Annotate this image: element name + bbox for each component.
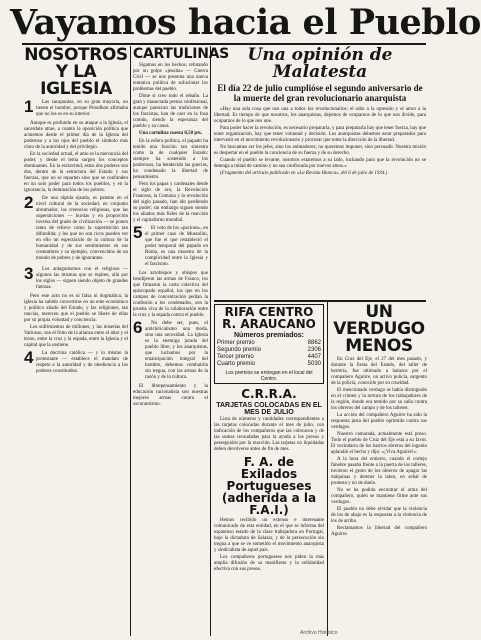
crra-text <box>214 417 324 453</box>
paragraph: No buscamos ser los jefes, sino los animadores; no queremos imponer, sino persuadir. Nuestra misión es despertar en el pueblo la conciencia de su fuerza y de su derecho. <box>214 144 426 156</box>
article-text <box>331 357 427 538</box>
prize-row: Cuarto premio 5030 <box>217 361 321 367</box>
article-nosotros-y-la-iglesia <box>24 47 128 637</box>
article-cartulinas <box>133 46 229 637</box>
paragraph: Cuando el pueblo se levante, nosotros estaremos a su lado, luchando para que la revolución no se detenga a mitad de camino y no sea confiscada por nuevos amos.» <box>214 157 426 169</box>
notices-column <box>214 304 324 636</box>
article-malatesta <box>214 47 426 299</box>
column-divider <box>210 46 211 636</box>
paragraph: A la hora del entierro, cuando el cortejo fúnebre pasaba frente a la puerta de los talleres, tuvieron el gesto de los obreros de apagar las máquinas y detener la labor, en señal de protesta y no de duelo. <box>331 457 427 486</box>
section-number: 1 <box>24 97 34 116</box>
rifa-note: Los premios se entregan en el local del Centro. <box>225 370 313 382</box>
paragraph: El voto de los «pacinos», en el primer caso de Mussolini, que fue el que restableció el poder temporal del papado en Roma, es una muestra de la complicidad entre la Iglesia y el fascismo. <box>145 226 208 267</box>
paragraph: Hemos recibido un extenso e interesante comunicado de esta entidad, en el que se informa del espantoso estado de la clase trabajadora en Portugal, bajo la dictadura de Salazar, y de la persecución sin tregua a que se ve sometido el movimiento anarquista y sindicalista de aquel país. <box>214 518 324 553</box>
paragraph: La doctrina católica — y lo mismo la protestante — establece el mandato de respeto a la autoridad y de obediencia a los poderes constituidos. <box>36 351 128 374</box>
paragraph: El librepensamiento y la educación racionalista son nuestras mejores armas contra el oscurantismo. <box>133 384 208 407</box>
rifa-subheading: Números premiados: <box>233 332 305 339</box>
prize-row: Segundo premio 2306 <box>217 347 321 353</box>
fa-heading: F. A. de Exilados Portugueses (adherida a la F.A.I.) <box>221 455 317 517</box>
paragraph: No se ha podido encontrar el arma del compañero, quien se mantiene firme ante sus verdugos. <box>331 488 427 505</box>
section-3 <box>24 264 128 294</box>
paragraph: «Hay una sola cosa que nos una a todos los revolucionarios: el odio a la opresión y el amor a la libertad. Es tiempo de que nosotros, los anarquistas, dejemos de ocuparnos de lo que nos divide, para ocuparnos de lo que nos une. <box>214 106 426 124</box>
paragraph: La acción del compañero Aguirre ha sido la respuesta justa del pueblo oprimido contra sus verdugos. <box>331 413 427 430</box>
masthead-title: Vayamos hacia el Pueblo <box>10 2 481 43</box>
paragraph: Para poder hacer la revolución, es necesario prepararla, y para prepararla hay que tener fuerza, hay que tener organización, hay que tener voluntad y decisión. Los anarquistas debemos estar preparados para intervenir en el movimiento revolucionario y procurar que tome la dirección de la libertad. <box>214 125 426 143</box>
paragraph: Pero los papas y cardenales desde el siglo de oro, la Revolución Francesa, la Comuna y la revolución del siglo pasado, han ido perdiendo su poder; sin embargo siguen siendo los aliados más fieles de la reacción y el capitalismo mundial. <box>133 182 208 223</box>
paragraph: (Fragmento del artículo publicado en «La Revista Blanca», del 6 de julio de 1934.) <box>220 170 388 176</box>
article-heading: UN VERDUGO MENOS <box>333 302 425 356</box>
article-text <box>214 107 426 177</box>
continued-text <box>133 139 208 224</box>
section-text <box>36 267 128 292</box>
paragraph: Los arzobispos y obispos que bendijeron las armas de Franco, los que firmaron la carta colectiva del episcopado español, los que en los campos de concentración pedían la confesión a los condenados, son la prueba viva de la colaboración entre la cruz y la espada contra el pueblo. <box>133 271 208 318</box>
article-heading: CARTULINAS <box>133 46 229 62</box>
section-text <box>36 100 128 119</box>
article-un-verdugo-menos <box>331 304 427 630</box>
paragraph: Pero este acto no es ni falsa ni dogmática; la iglesia ha sabido convertirse en un ente económico y político aliado del Estado, y las religiones, tan rancias, merecen que el pueblo se libere de ellas por su propia voluntad y conciencia. <box>24 294 128 323</box>
section-text <box>133 384 208 408</box>
paragraph: Las sacapuntas, en su gran mayoría, no tienen el hombre, porque Proudhon afirmaba que no los es en su interior. <box>36 100 128 117</box>
prize-list <box>217 340 321 368</box>
paragraph: Lista de números y cantidades correspondientes a las tarjetas colocadas durante el mes de julio, con indicación de los compañeros que las colocaron y de las sumas recaudadas para la ayuda a los presos y perseguidos por la reacción. Las tarjetas no liquidadas deben devolverse antes de fin de mes. <box>214 417 324 452</box>
rifa-box <box>214 304 324 384</box>
paragraph: Los sufrimientos de millones, y las miserias del Vaticano, son el fruto de la alianza entre el altar y el trono, entre la cruz y la espada, entre la Iglesia y el capital que la sostiene. <box>24 325 128 348</box>
section-5 <box>133 223 208 271</box>
article-heading: Una opinión de Malatesta <box>247 45 393 82</box>
column-divider <box>130 46 131 636</box>
section-6 <box>133 318 208 384</box>
section-rule <box>214 300 426 302</box>
section-number: 4 <box>24 348 34 367</box>
paragraph: El mencionado verdugo se había distinguido en el crimen y la tortura de los trabajadores de la región, donde era temido por su saña contra los obreros del campo y de los talleres. <box>331 388 427 411</box>
section-number: 2 <box>24 193 34 212</box>
rifa-heading: RIFA CENTRO R. ARAUCANO <box>222 305 316 331</box>
section-number: 6 <box>133 318 143 337</box>
paragraph: De una rápida ojeada, es patente en el nivel cultural de la sociedad, en conjunto abrumador, las creencias religiosas, que las supersticiones — burdas y en proporción inversa del grado de civilización — se ponen tanto de relieve como la superstición tan difundida; y los que no son ricos pueden ver en ello un espectáculo de la cultura de la humanidad y de sus sentimientos en sus costumbres y su ejemplo, convencidos de un mundo de pobres y de ignorantes. <box>36 196 128 261</box>
prize-row: Primer premio 8862 <box>217 340 321 346</box>
paragraph: En la sociedad actual, el amo es la mercancía del poder, y desde el tema surgen los conceptos dominantes. En la esclavitud, estos dos poderes son dos, dentro de la estructura del Estado y sus fuerzas, que no se reparten sino que se confunden en un solo poder para todos los pueblos, y en la ignorancia, la dominación de los pobres. <box>24 152 128 193</box>
section-number: 3 <box>24 264 34 283</box>
section-text <box>145 226 208 269</box>
paragraph: Reclamamos la libertad del compañero Aguirre. <box>331 526 427 537</box>
article-text <box>133 63 208 137</box>
section-1 <box>24 97 128 121</box>
paragraph: Aunque es profundo en su ataque a la Iglesia, el sacerdote atrae, a cuanto la oposición política que actuemos desde el primer día de la Iglesia del poderosa y a los ojos del pueblo el símbolo más claro de la autoridad y del privilegio. <box>24 121 128 150</box>
paragraph: Nuestro camarada, actualmente está preso. Todo el pueblo de Cruz del Eje está a su favor. El vecindario de los barrios obreros del ingenio aplaudió el hecho y dijo: «¡Viva Aguirre!». <box>331 432 427 455</box>
paragraph: En Cruz del Eje, el 27 del mes pasado, y durante la fiesta del Estado, del taller de herrería, fue ultimado a balazos por el compañero Aguirre, un activo policía, sargento de la policía, conocido por su crueldad. <box>331 357 427 386</box>
crra-subheading: TARJETAS COLOCADAS EN EL MES DE JULIO <box>216 402 322 416</box>
article-subheading: El día 22 de julio cumplióse el segundo aniversario de la muerte del gran revolucionario anarquista <box>217 83 423 104</box>
crra-heading: C.R.R.A. <box>241 387 297 401</box>
section-number: 5 <box>133 223 143 242</box>
section-text <box>24 294 128 349</box>
paragraph: Los antagonismos con el religioso — algunos las mismas que se repiten, allá por los siglos — siguen siendo objeto de grandes fuerzas. <box>36 267 128 290</box>
section-4 <box>24 348 128 378</box>
paragraph: Dime si creo todo el rebaño. La gran y masacrada prensa confesional, aunque parezcan las tradiciones de los fascistas, han de caer en la fosa común, siendo la esperanza del pueblo y su causa. <box>133 94 208 129</box>
archive-stamp: Archivo Histórico <box>300 630 338 636</box>
paragraph: No debe ser, pues, el anticlericalismo una moda, sino una necesidad. La Iglesia es la enemiga jurada del pueblo libre, y los anarquistas, que luchamos por la emancipación integral del hombre, debemos combatirla sin tregua, con las armas de la razón y de la cultura. <box>145 321 208 380</box>
section-2 <box>24 193 128 265</box>
prize-row: Tercer premio 4407 <box>217 354 321 360</box>
section-text <box>36 196 128 263</box>
paragraph: En la esfera política, el papado ha tenido una función tan siniestra como la de cualquier Estado: siempre ha sostenido a los poderosos, ha bendecido las guerras, ha condenado la libertad de pensamiento. <box>133 139 208 180</box>
paragraph: Los compañeros portugueses nos piden la más amplia difusión de su manifiesto y la solidaridad efectiva con sus presos. <box>214 555 324 572</box>
paragraph: El pueblo no debe olvidar que la violencia de los de abajo es la respuesta a la violencia de los de arriba. <box>331 507 427 524</box>
paragraph: Sigamos en los hechos, refutando por un golpe «jesuita» — Guerra Civil — se nos presenta una nueva tentativa política de solucionar los problemas del pueblo. <box>133 63 208 92</box>
article-heading: NOSOTROS Y LA IGLESIA <box>24 45 128 99</box>
column-divider <box>327 300 328 636</box>
section-text <box>133 271 208 319</box>
section-text <box>36 351 128 376</box>
paragraph: Una cartulina cuesta 0,50 pts. <box>139 131 203 136</box>
section-text <box>145 321 208 382</box>
section-text <box>24 121 128 194</box>
fa-text <box>214 518 324 573</box>
